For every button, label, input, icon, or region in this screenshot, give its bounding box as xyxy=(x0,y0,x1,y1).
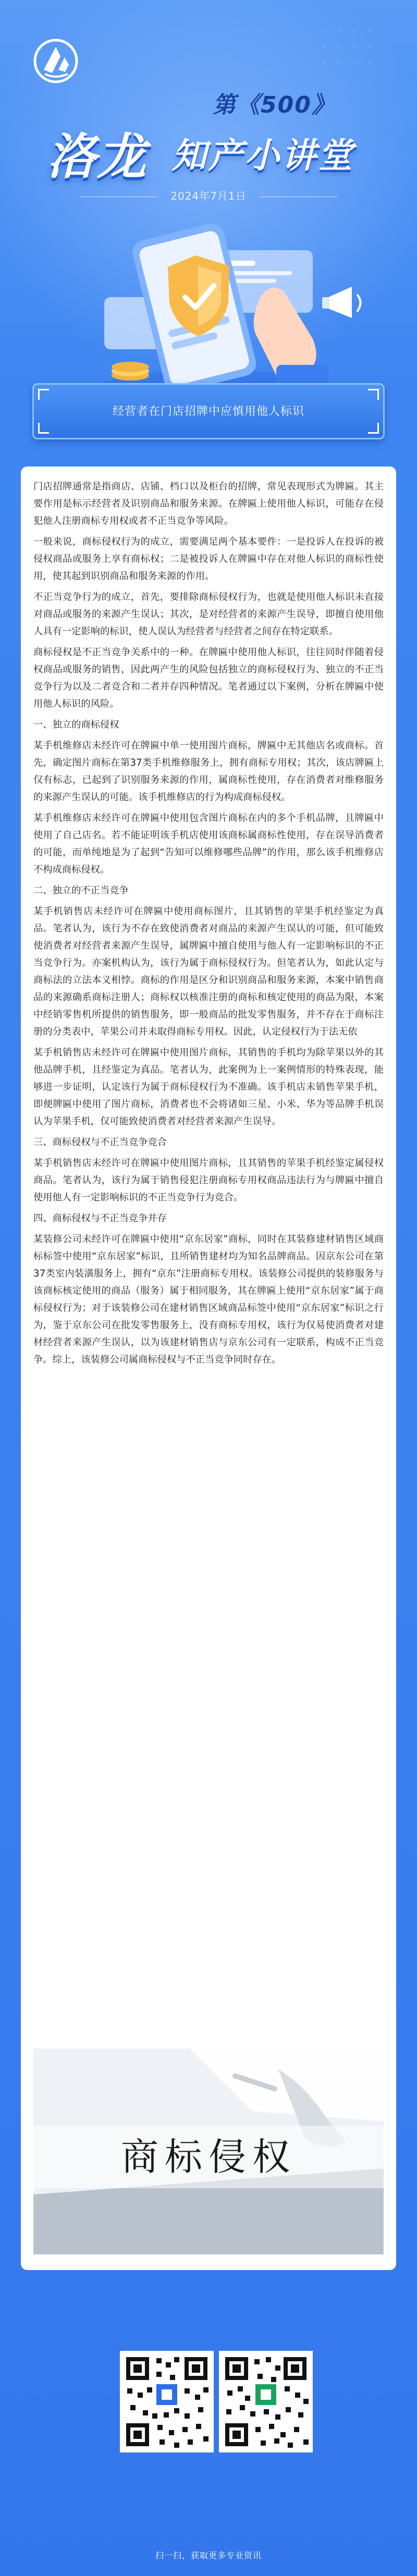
qr-code-left[interactable] xyxy=(120,2351,214,2452)
image-caption: 商标侵权 xyxy=(33,2126,384,2188)
banner-corner xyxy=(368,423,379,434)
publish-date xyxy=(0,188,417,203)
title-main: 洛龙 xyxy=(47,129,148,186)
paragraph: 不正当竞争行为的成立，首先，要排除商标侵权行为，也就是使用他人标识未直接对商品或服务的来源产生误认；其次，是对经营者的来源产生误导，即擅自使用他人具有一定影响的标识，使人误认为经营者与经营者之间存在特定联系。 xyxy=(33,592,384,637)
paragraph: 某手机销售店未经许可在牌匾中使用图片商标，且其销售的苹果手机经鉴定属侵权商品。笔者认为，该行为属于销售侵犯注册商标专用权商品违法行为与牌匾中擅自使用他人有一定影响标识的不正当竞争行为竞合。 xyxy=(33,1158,384,1203)
banner-corner xyxy=(368,389,379,400)
trademark-infringement-image xyxy=(33,2048,384,2254)
paragraph: 某手机维修店未经许可在牌匾中使用包含图片商标在内的多个手机品牌，且牌匾中使用了自己店名。若不能证明该手机店使用该商标属商标性使用，存在误导消费者的可能，而单纯地是为了起到“告知可以维修哪些品牌”的作用，那么该手机维修店不构成商标侵权。 xyxy=(33,813,384,875)
section-heading: 一、独立的商标侵权 xyxy=(33,719,119,730)
banner-corner xyxy=(38,423,49,434)
paragraph: 某手机销售店未经许可在牌匾中使用图片商标，其销售的手机均为除苹果以外的其他品牌手机，且经鉴定为真品。笔者认为，此案例为上一案例情形的特殊表现，能够进一步证明，认定该行为属于商标侵权行为不准确。该手机店未销售苹果手机，即便牌匾中使用了图片商标，消费者也不会将诸如三星、小米、华为等品牌手机误认为苹果手机，仅可能致使消费者对经营者来源产生误导。 xyxy=(33,1047,384,1127)
date-text: 2024年7月1日 xyxy=(170,190,247,202)
paragraph: 某手机销售店未经许可在牌匾中使用商标图片，且其销售的苹果手机经鉴定为真品。笔者认为，该行为不存在致使消费者对商品的来源产生误认的可能，但可能致使消费者对经营者来源产生误导，属牌匾中擅自使用与他人有一定影响标识的不正当竞争行为。亦案机构认为，该行为属于商标侵权行为。但笔者认为，如此认定与商标法的立法本义相悖。商标的作用是区分和识别商品和服务来源，本案中销售商品的来源确系商标注册人；商标权以核准注册的商标和核定使用的商品为限，本案中经销零售机所提供的销售服务，即一般商品的批发零售服务，并不存在于商标注册的分类表中，苹果公司并未取得商标专用权。因此，认定侵权行为于法无依 xyxy=(33,906,384,1037)
paragraph: 门店招牌通常是指商店、店铺、档口以及柜台的招牌，常见表现形式为牌匾。其主要作用是标示经营者及识别商品和服务来源。在牌匾上使用他人标识，可能存在侵犯他人注册商标专用权或者不正当竞争等风险。 xyxy=(33,481,384,526)
article-card xyxy=(21,467,396,2270)
qr-code-icon xyxy=(120,2351,214,2452)
section-heading: 四、商标侵权与不正当竞争并存 xyxy=(33,1213,167,1224)
paragraph: 一般来说，商标侵权行为的成立，需要满足两个基本要件：一是投诉人在投诉的被侵权商品或服务上享有商标权；二是被投诉人在牌匾中存在对他人标识的商标性使用，使其起到识别商品和服务来源的作用。 xyxy=(33,536,384,582)
header xyxy=(0,0,417,427)
subtitle-banner xyxy=(32,383,385,439)
court-logo-icon xyxy=(32,38,79,84)
qr-code-icon xyxy=(219,2351,313,2452)
issue-number: 第《500》 xyxy=(213,92,336,118)
banner-corner xyxy=(38,389,49,400)
section-heading: 三、商标侵权与不正当竞争竞合 xyxy=(33,1137,167,1148)
paragraph: 某装修公司未经许可在牌匾中使用“京东居家”商标，同时在其装修建材销售区域商标标签中使用“京东居家”标识，且所销售建材均为知名品牌商品。因京东公司在第37类室内装潢服务上，拥有“京东”注册商标专用权。该装修公司提供的装修服务与该商标核定使用的商品（服务）属于相同服务，其在牌匾上使用“京东居家”属于商标侵权行为；对于该装修公司在建材销售区域商品标签中使用“京东居家”标识之行为，鉴于京东公司在批发零售服务上，没有商标专用权，该行为仅易使消费者对建材经营者来源产生误认，以为该建材销售店与京东公司有一定联系，构成不正当竞争。综上，该装修公司属商标侵权与不正当竞争同时存在。 xyxy=(33,1234,384,1365)
paragraph: 某手机维修店未经许可在牌匾中单一使用图片商标，牌匾中无其他店名或商标。首先，确定图片商标在第37类手机维修服务上，拥有商标专用权；其次，该店牌匾上仅有标志，已起到了识别服务来源的作用，属商标性使用，存在消费者对维修服务的来源产生误认的可能。该手机维修店的行为构成商标侵权。 xyxy=(33,740,384,803)
title-sub: 知产小讲堂 xyxy=(172,136,354,176)
footer-text: 扫一扫，获取更多专业资讯 xyxy=(155,2550,262,2560)
paragraph: 商标侵权是不正当竞争关系中的一种。在牌匾中使用他人标识，往往同时伴随着侵权商品或服务的销售，因此两产生的风险包括独立的商标侵权行为、独立的不正当竞争行为以及二者竞合和二者并存四种情况。笔者通过以下案例，分析在牌匾中使用他人标识的风险。 xyxy=(33,647,384,709)
page-title xyxy=(47,117,412,186)
section-heading: 二、独立的不正当竞争 xyxy=(33,885,129,896)
subtitle-text: 经营者在门店招牌中应慎用他人标识 xyxy=(112,405,304,418)
qr-code-right[interactable] xyxy=(219,2351,313,2452)
